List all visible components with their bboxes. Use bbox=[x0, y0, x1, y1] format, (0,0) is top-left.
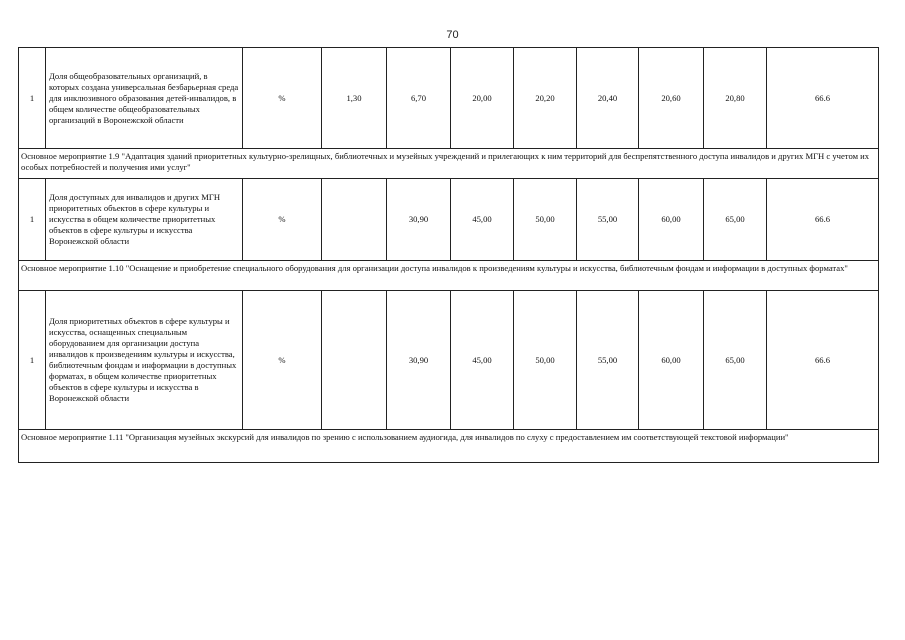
value-cell: 6,70 bbox=[387, 48, 451, 149]
target-value-cell: 66.6 bbox=[767, 48, 879, 149]
event-heading: Основное мероприятие 1.9 "Адаптация зданий приоритетных культурно-зрелищных, библиотечных и музейных учреждений и прилегающих к ним территорий для беспрепятственного доступа инвалидов и других МГН с учетом их особых потребностей и получения ими услуг" bbox=[19, 149, 879, 179]
table-row bbox=[19, 48, 879, 149]
value-cell: 65,00 bbox=[704, 179, 767, 261]
indicator-name: Доля доступных для инвалидов и других МГН приоритетных объектов в сфере культуры и искусства в общем количестве приоритетных объектов в сфере культуры и искусства Воронежской области bbox=[46, 179, 243, 261]
value-cell: 45,00 bbox=[451, 179, 514, 261]
value-cell: 65,00 bbox=[704, 291, 767, 430]
value-cell: 20,00 bbox=[451, 48, 514, 149]
table-row bbox=[19, 261, 879, 291]
page-number: 70 bbox=[446, 29, 459, 41]
indicator-name: Доля общеобразовательных организаций, в которых создана универсальная безбарьерная среда для инклюзивного образования детей-инвалидов, в общем количестве общеобразовательных организаций в Воронежской области bbox=[46, 48, 243, 149]
row-number: 1 bbox=[19, 291, 46, 430]
value-cell: 55,00 bbox=[577, 179, 639, 261]
event-heading: Основное мероприятие 1.10 "Оснащение и приобретение специального оборудования для организации доступа инвалидов к произведениям культуры и искусства, библиотечным фондам и информации в доступных форматах" bbox=[19, 261, 879, 291]
table-row bbox=[19, 430, 879, 463]
indicators-table bbox=[18, 47, 879, 463]
value-cell: 50,00 bbox=[514, 291, 577, 430]
value-cell: 60,00 bbox=[639, 291, 704, 430]
indicator-name: Доля приоритетных объектов в сфере культуры и искусства, оснащенных специальным оборудованием для организации доступа инвалидов к произведениям культуры и искусства, библиотечным фондам и информации в доступных форматах, в общем количестве приоритетных объектов в сфере культуры и искусства в Воронежской области bbox=[46, 291, 243, 430]
target-value-cell: 66.6 bbox=[767, 179, 879, 261]
value-cell: 30,90 bbox=[387, 179, 451, 261]
unit-cell: % bbox=[243, 291, 322, 430]
value-cell: 50,00 bbox=[514, 179, 577, 261]
value-cell: 60,00 bbox=[639, 179, 704, 261]
value-cell: 20,40 bbox=[577, 48, 639, 149]
table-row bbox=[19, 291, 879, 430]
value-cell: 20,60 bbox=[639, 48, 704, 149]
value-cell: 20,80 bbox=[704, 48, 767, 149]
value-cell: 20,20 bbox=[514, 48, 577, 149]
unit-cell: % bbox=[243, 48, 322, 149]
value-cell: 1,30 bbox=[322, 48, 387, 149]
value-cell: 30,90 bbox=[387, 291, 451, 430]
event-heading: Основное мероприятие 1.11 "Организация музейных экскурсий для инвалидов по зрению с использованием аудиогида, для инвалидов по слуху с предоставлением им соответствующей текстовой информации" bbox=[19, 430, 879, 463]
unit-cell: % bbox=[243, 179, 322, 261]
value-cell bbox=[322, 291, 387, 430]
row-number: 1 bbox=[19, 179, 46, 261]
value-cell bbox=[322, 179, 387, 261]
row-number: 1 bbox=[19, 48, 46, 149]
table-row bbox=[19, 179, 879, 261]
target-value-cell: 66.6 bbox=[767, 291, 879, 430]
table-row bbox=[19, 149, 879, 179]
value-cell: 45,00 bbox=[451, 291, 514, 430]
value-cell: 55,00 bbox=[577, 291, 639, 430]
